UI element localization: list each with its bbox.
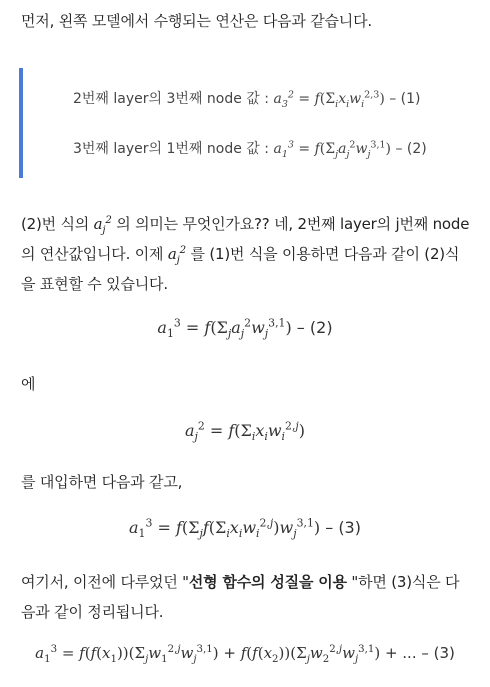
quote-line-1 [73, 88, 421, 108]
formula-2: = $f(\Sigma_ja_j^2w_j^{3,1})$ [293, 139, 392, 160]
para1-part3: 를 (1)번 식을 이용하면 다음과 같이 (2)식을 표현할 수 있습니다. [21, 245, 460, 293]
para1-part1: (2)번 식의 [21, 215, 94, 233]
equation-4-tag: + ... – (3) [380, 644, 455, 662]
formula-a31: $a_1^3$ [273, 139, 294, 160]
inline-a2j-2: $a_j^2$ [167, 245, 186, 266]
equation-tag-1: – (1) [384, 91, 421, 107]
substitute-text: 를 대입하면 다음과 같고, [21, 473, 183, 491]
paragraph-1 [21, 209, 471, 299]
equation-tag-2: – (2) [391, 141, 427, 157]
equation-4: $a_1^3 = f(f(x_1))(\Sigma_jw_1^{2,j}w_j^{3,1}) + f(f(x_2))(\Sigma_jw_2^{2,j}w_j^{3,1})$ + ... – (3) [35, 644, 455, 665]
paragraph-2 [21, 567, 471, 627]
equation-a2j: $a_j^2 = f(\Sigma_ix_iw_i^{2,j})$ [184, 419, 306, 444]
quote-line-1-label: 2번째 layer의 3번째 node 값 : [73, 91, 274, 107]
intro-text: 먼저, 왼쪽 모델에서 수행되는 연산은 다음과 같습니다. [21, 12, 372, 30]
quote-line-2 [73, 138, 427, 158]
equation-2: $a_1^3 = f(\Sigma_ja_j^2w_j^{3,1}) - (2)$ [157, 316, 333, 341]
para2-part1: 여기서, 이전에 다루었던 " [21, 573, 189, 591]
para1-part2: 의 의미는 무엇인가요?? 네, 2번째 layer의 j번째 node의 연산값입니다. 이제 [21, 215, 470, 263]
inline-a2j: $a_j^2$ [93, 215, 112, 236]
para2-part2: "하면 (3)식은 다음과 같이 정리됩니다. [21, 573, 460, 621]
quote-line-2-label: 3번째 layer의 1번째 node 값 : [73, 141, 274, 157]
formula-a23: $a_3^2$ [273, 89, 294, 110]
equation-4-plus: + [218, 644, 241, 662]
para2-bold: 선형 함수의 성질을 이용 [188, 573, 347, 591]
equation-3: $a_1^3 = f(\Sigma_jf(\Sigma_ix_iw_i^{2,j})w_j^{3,1}) - (3)$ [129, 516, 361, 541]
formula-1: = $f(\Sigma_ix_iw_i^{2,3})$ [293, 89, 385, 110]
blockquote [19, 68, 475, 178]
equation-3-tag: – (3) [320, 518, 361, 537]
equation-2-tag: – (2) [291, 318, 333, 337]
text-e: 에 [21, 375, 36, 393]
